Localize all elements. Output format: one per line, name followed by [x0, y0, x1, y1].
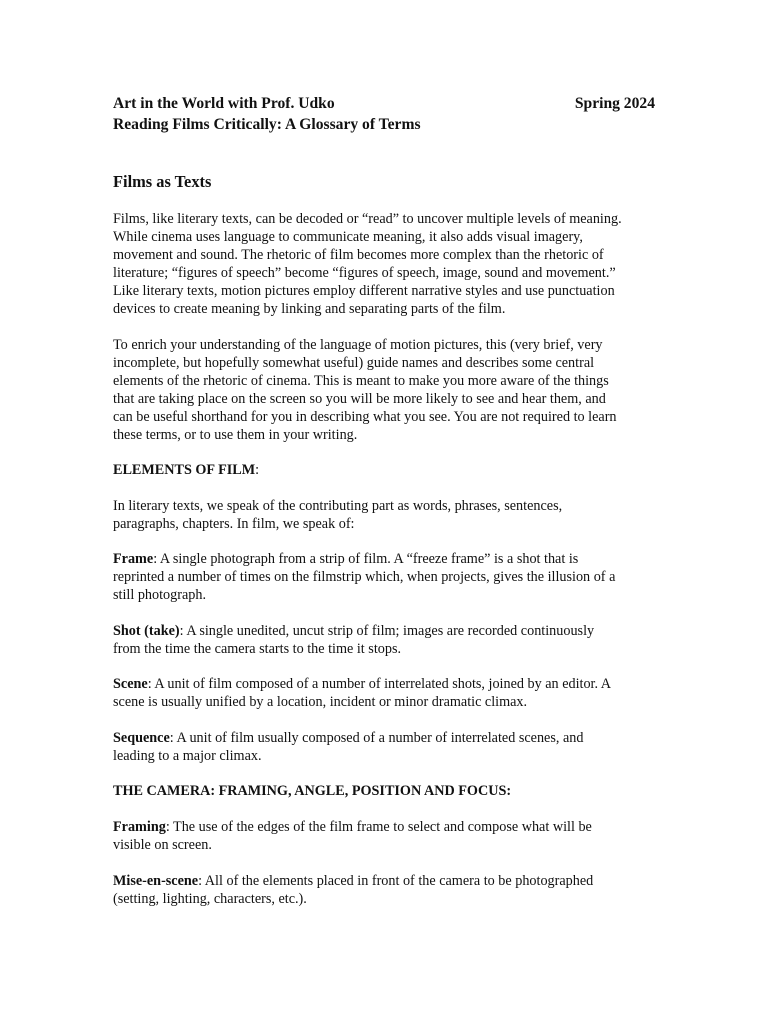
text-line: Films, like literary texts, can be decoded or “read” to uncover multiple levels of meaning. — [113, 211, 622, 227]
text-line: elements of the rhetoric of cinema. This is meant to make you more aware of the things — [113, 373, 609, 389]
text-line: these terms, or to use them in your writing. — [113, 427, 358, 443]
glossary-definition: : The use of the edges of the film frame to select and compose what will be — [165, 819, 592, 835]
entry-line — [113, 729, 583, 747]
glossary-definition: : A unit of film usually composed of a number of interrelated scenes, and — [169, 730, 584, 746]
entry-line — [113, 550, 578, 568]
term-label: Spring 2024 — [574, 95, 655, 112]
text-line: Like literary texts, motion pictures employ different narrative styles and use punctuation — [113, 283, 615, 299]
text-line: While cinema uses language to communicate meaning, it also adds visual imagery, — [113, 229, 583, 245]
text-line: To enrich your understanding of the language of motion pictures, this (very brief, very — [113, 337, 603, 353]
entry-line — [113, 872, 593, 890]
entry-line: visible on screen. — [113, 837, 212, 853]
entry-line: scene is usually unified by a location, incident or minor dramatic climax. — [113, 694, 528, 710]
entry-line: (setting, lighting, characters, etc.). — [113, 891, 307, 907]
entry-line: from the time the camera starts to the time it stops. — [113, 641, 402, 657]
glossary-term: Scene — [113, 676, 148, 692]
entry-line — [113, 622, 594, 640]
text-line: incomplete, but hopefully somewhat useful) guide names and describes some central — [113, 355, 595, 371]
text-line: can be useful shorthand for you in describing what you see. You are not required to learn — [113, 409, 617, 425]
glossary-definition: : A single photograph from a strip of film. A “freeze frame” is a shot that is — [153, 551, 579, 567]
course-title: Art in the World with Prof. Udko — [113, 95, 335, 112]
text-line: In literary texts, we speak of the contributing part as words, phrases, sentences, — [113, 498, 563, 514]
entry-line: still photograph. — [113, 587, 207, 603]
heading-colon: : — [255, 462, 260, 478]
glossary-term: Framing — [113, 819, 166, 835]
entry-line: leading to a major climax. — [113, 748, 262, 764]
section-heading-camera: THE CAMERA: FRAMING, ANGLE, POSITION AND FOCUS: — [113, 783, 512, 799]
document-subtitle: Reading Films Critically: A Glossary of Terms — [113, 116, 421, 133]
glossary-definition: : All of the elements placed in front of the camera to be photographed — [198, 873, 594, 889]
glossary-term: Frame — [113, 551, 154, 567]
section-heading-films-as-texts: Films as Texts — [113, 172, 212, 191]
text-line: paragraphs, chapters. In film, we speak of: — [113, 516, 355, 532]
glossary-term: Mise-en-scene — [113, 873, 199, 889]
entry-line: reprinted a number of times on the filmstrip which, when projects, gives the illusion of a — [113, 569, 616, 585]
glossary-term: Shot (take) — [113, 623, 180, 639]
text-line: devices to create meaning by linking and separating parts of the film. — [113, 301, 506, 317]
entry-line — [113, 675, 611, 693]
glossary-term: Sequence — [113, 730, 170, 746]
text-line: that are taking place on the screen so you will be more likely to see and hear them, and — [113, 391, 606, 407]
glossary-definition: : A unit of film composed of a number of interrelated shots, joined by an editor. A — [147, 676, 612, 692]
glossary-definition: : A single unedited, uncut strip of film; images are recorded continuously — [179, 623, 595, 639]
text-line: movement and sound. The rhetoric of film becomes more complex than the rhetoric of — [113, 247, 604, 263]
text-line: literature; “figures of speech” become “figures of speech, image, sound and movement.” — [113, 265, 616, 281]
heading-text: ELEMENTS OF FILM — [113, 462, 256, 478]
entry-line — [113, 818, 592, 836]
section-heading-elements-of-film — [113, 461, 259, 479]
